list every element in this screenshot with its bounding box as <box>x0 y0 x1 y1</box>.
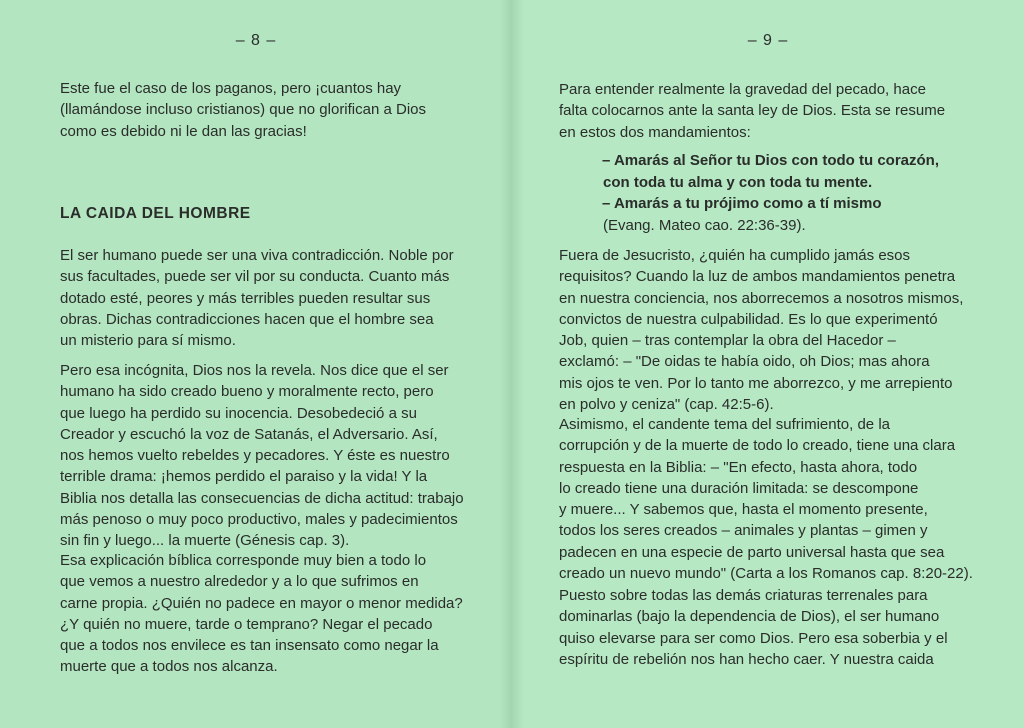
text-line: en nuestra conciencia, nos aborrecemos a nosotros mismos, <box>559 289 964 307</box>
text-line: mis ojos te ven. Por lo tanto me aborrezco, y me arrepiento <box>559 374 953 392</box>
paragraph <box>60 550 463 678</box>
text-line: humano ha sido creado bueno y moralmente recto, pero <box>60 383 434 401</box>
paragraph <box>60 245 454 351</box>
text-line: que luego ha perdido su inocencia. Desobedeció a su <box>60 404 417 422</box>
text-line: nos hemos vuelto rebeldes y pecadores. Y éste es nuestro <box>60 447 450 465</box>
text-line: ¿Y quién no muere, tarde o temprano? Negar el pecado <box>60 615 433 633</box>
text-line: Biblia nos detalla las consecuencias de dicha actitud: trabajo <box>60 489 464 507</box>
commandment-line: – Amarás a tu prójimo como a tí mismo <box>602 195 882 212</box>
text-line: Creador y escuchó la voz de Satanás, el Adversario. Así, <box>60 425 438 443</box>
text-line: convictos de nuestra culpabilidad. Es lo que experimentó <box>559 310 938 328</box>
text-line: padecen en una especie de parto universal hasta que sea <box>559 543 945 561</box>
text-line: muerte que a todos nos alcanza. <box>60 658 278 676</box>
text-line: espíritu de rebelión nos han hecho caer. Y nuestra caida <box>559 650 934 668</box>
text-line: más penoso o muy poco productivo, males y padecimientos <box>60 511 458 529</box>
paragraph <box>60 360 464 552</box>
text-line: terrible drama: ¡hemos perdido el paraiso y la vida! Y la <box>60 468 428 486</box>
text-line: como es debido ni le dan las gracias! <box>60 122 307 140</box>
text-line: dotado esté, peores y más terribles pueden resultar sus <box>60 289 431 307</box>
intro-paragraph <box>60 78 426 142</box>
right-page <box>512 0 1024 728</box>
text-line: Esa explicación bíblica corresponde muy bien a todo lo <box>60 552 427 569</box>
text-line: Este fue el caso de los paganos, pero ¡cuantos hay <box>60 80 402 97</box>
text-line: quiso elevarse para ser como Dios. Pero esa soberbia y el <box>559 629 948 647</box>
text-line: sus facultades, puede ser vil por su conducta. Cuanto más <box>60 268 450 286</box>
book-gutter <box>500 0 524 728</box>
text-line: El ser humano puede ser una viva contradicción. Noble por <box>60 247 454 264</box>
text-line: que a todos nos envilece es tan insensato como negar la <box>60 637 439 655</box>
text-line: un misterio para sí mismo. <box>60 332 236 350</box>
text-line: corrupción y de la muerte de todo lo creado, tiene una clara <box>559 437 956 455</box>
text-line: requisitos? Cuando la luz de ambos mandamientos penetra <box>559 268 956 286</box>
text-line: Asimismo, el candente tema del sufrimiento, de la <box>559 416 890 433</box>
text-line: respuesta en la Biblia: – "En efecto, hasta ahora, todo <box>559 458 918 476</box>
text-line: Job, quien – tras contemplar la obra del Hacedor – <box>559 332 896 350</box>
section-title: LA CAIDA DEL HOMBRE <box>60 205 251 222</box>
paragraph <box>559 585 948 670</box>
text-line: carne propia. ¿Quién no padece en mayor o menor medida? <box>60 594 463 612</box>
text-line: en estos dos mandamientos: <box>559 123 751 141</box>
text-line: que vemos a nuestro alrededor y a lo que sufrimos en <box>60 573 419 591</box>
text-line: en polvo y ceniza" (cap. 42:5-6). <box>559 396 774 414</box>
paragraph <box>559 245 963 415</box>
intro-paragraph <box>559 79 945 143</box>
text-line: Puesto sobre todas las demás criaturas terrenales para <box>559 587 928 604</box>
text-line: y muere... Y sabemos que, hasta el momento presente, <box>559 501 928 519</box>
text-line: falta colocarnos ante la santa ley de Dios. Esta se resume <box>559 102 946 120</box>
text-line: dominarlas (bajo la dependencia de Dios), el ser humano <box>559 608 940 626</box>
page-number: – 8 – <box>235 32 277 49</box>
text-line: todos los seres creados – animales y plantas – gimen y <box>559 522 928 540</box>
text-line: sin fin y luego... la muerte (Génesis cap. 3). <box>60 532 350 550</box>
text-line: Fuera de Jesucristo, ¿quién ha cumplido jamás esos <box>559 247 911 264</box>
bible-reference: (Evang. Mateo cao. 22:36-39). <box>603 216 806 234</box>
text-line: creado un nuevo mundo" (Carta a los Romanos cap. 8:20-22). <box>559 565 973 583</box>
page-number: – 9 – <box>747 32 789 49</box>
text-line: lo creado tiene una duración limitada: se descompone <box>559 479 919 497</box>
text-line: obras. Dichas contradicciones hacen que el hombre sea <box>60 310 434 328</box>
text-line: (llamándose incluso cristianos) que no glorifican a Dios <box>60 101 427 119</box>
text-line: exclamó: – "De oidas te había oido, oh Dios; mas ahora <box>559 353 930 371</box>
paragraph <box>559 414 973 584</box>
text-line: Para entender realmente la gravedad del pecado, hace <box>559 81 926 98</box>
commandment-line: – Amarás al Señor tu Dios con todo tu corazón, <box>602 152 939 169</box>
commandments-quote <box>602 150 939 236</box>
text-line: Pero esa incógnita, Dios nos la revela. Nos dice que el ser <box>60 362 449 379</box>
commandment-line: con toda tu alma y con toda tu mente. <box>603 173 873 191</box>
